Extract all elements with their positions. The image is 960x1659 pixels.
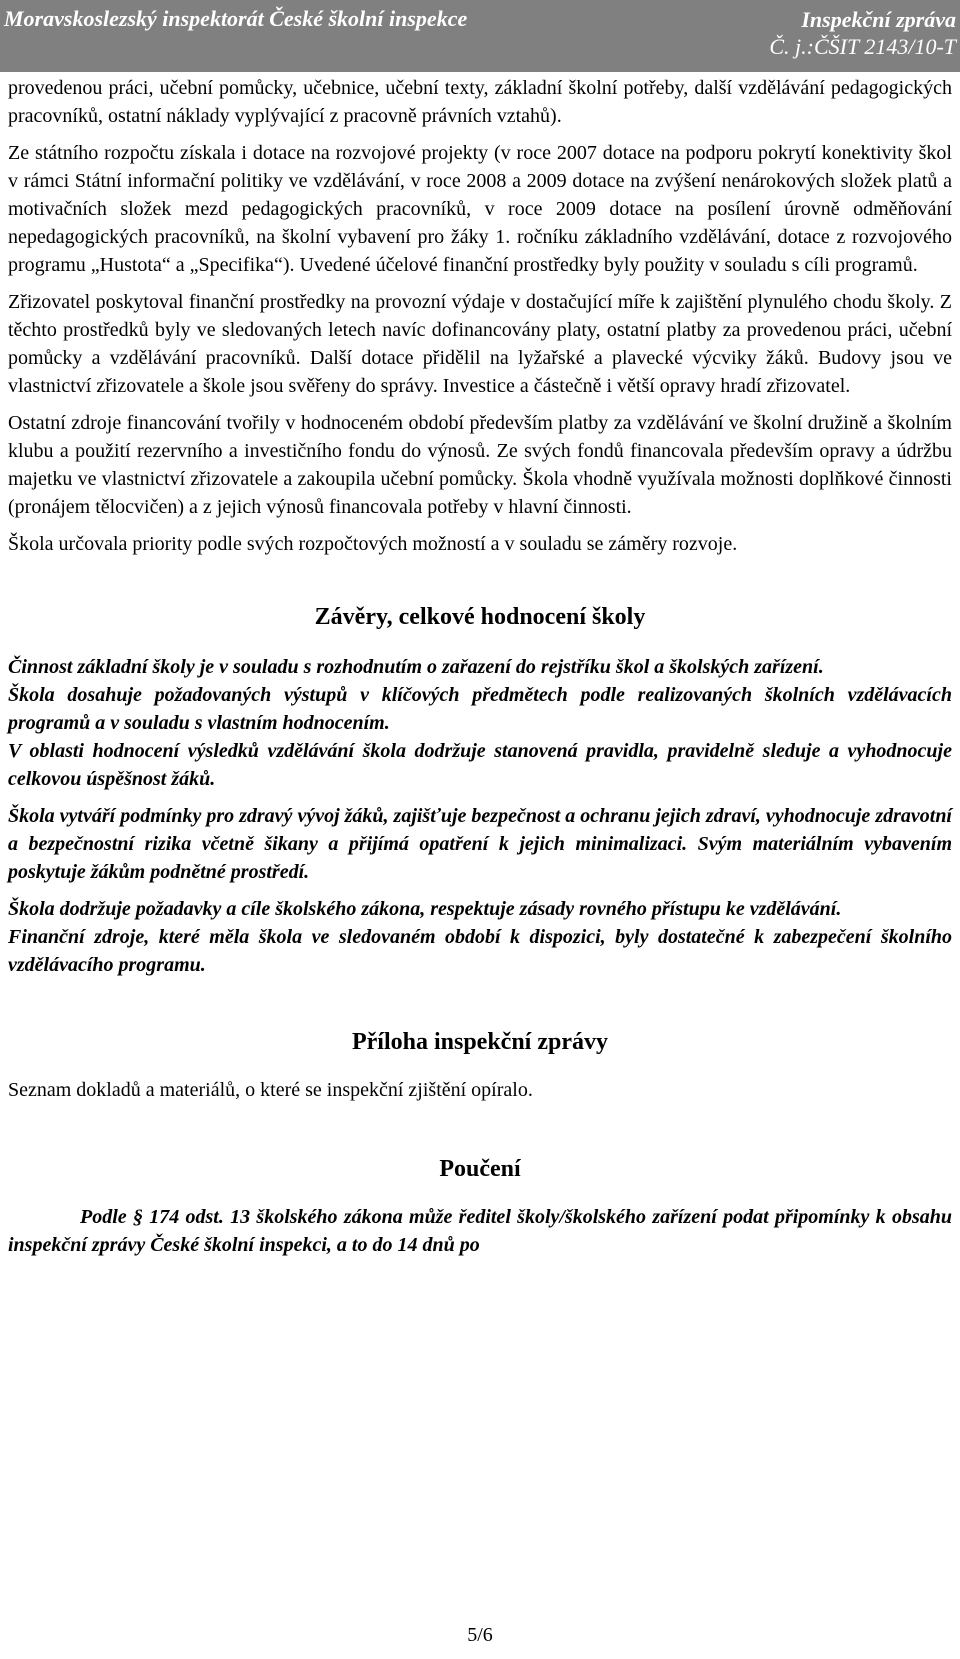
document-body (8, 74, 952, 1259)
conclusion-item: V oblasti hodnocení výsledků vzdělávání škola dodržuje stanovená pravidla, pravidelně sleduje a vyhodnocuje celkovou úspěšnost žáků. (8, 740, 952, 790)
body-paragraph: Zřizovatel poskytoval finanční prostředky na provozní výdaje v dostačující míře k zajištění plynulého chodu školy. Z těchto prostředků byly ve sledovaných letech navíc dofinancovány platy, ostatní platby za provedenou práci, učební pomůcky a vzdělávání pracovníků. Další dotace přidělil na lyžařské a plavecké výcviky žáků. Budovy jsou ve vlastnictví zřizovatele a škole jsou svěřeny do správy. Investice a částečně i větší opravy hradí zřizovatel. (8, 291, 952, 397)
appendix-heading: Příloha inspekční zprávy (351, 1029, 609, 1055)
conclusion-item: Činnost základní školy je v souladu s rozhodnutím o zařazení do rejstříku škol a školských zařízení. (8, 656, 824, 678)
body-paragraph: Ostatní zdroje financování tvořily v hodnoceném období především platby za vzdělávání ve školní družině a školním klubu a použití rezervního a investičního fondu do výnosů. Ze svých fondů financovala především opravy a údržbu majetku ve vlastnictví zřizovatele a zakoupila učební pomůcky. Škola vhodně využívala možnosti doplňkové činnosti (pronájem tělocvičen) a z jejich výnosů financovala potřeby v hlavní činnosti. (8, 412, 952, 518)
header-reference-number: Č. j.:ČŠIT 2143/10-T (769, 34, 956, 59)
body-paragraph: Škola určovala priority podle svých rozpočtových možností a v souladu se záměry rozvoje. (8, 533, 738, 555)
instruction-text: Podle § 174 odst. 13 školského zákona může ředitel školy/školského zařízení podat připomínky k obsahu inspekční zprávy České školní inspekci, a to do 14 dnů po (8, 1206, 952, 1256)
conclusions-heading: Závěry, celkové hodnocení školy (314, 604, 646, 630)
instruction-heading: Poučení (439, 1156, 521, 1182)
header-document-info (769, 6, 956, 60)
header-document-type: Inspekční zpráva (801, 7, 956, 32)
conclusion-item: Škola vytváří podmínky pro zdravý vývoj žáků, zajišťuje bezpečnost a ochranu jejich zdraví, vyhodnocuje zdravotní a bezpečnostní rizika včetně šikany a přijímá opatření k jejich minimalizaci. Svým materiálním vybavením poskytuje žákům podnětné prostředí. (8, 805, 952, 883)
conclusion-item: Finanční zdroje, které měla škola ve sledovaném období k dispozici, byly dostatečné k zabezpečení školního vzdělávacího programu. (8, 926, 952, 976)
body-paragraph: provedenou práci, učební pomůcky, učebnice, učební texty, základní školní potřeby, další vzdělávání pedagogických pracovníků, ostatní náklady vyplývající z pracovně právních vztahů). (8, 77, 952, 127)
page-number: 5/6 (467, 1624, 493, 1646)
body-paragraph: Ze státního rozpočtu získala i dotace na rozvojové projekty (v roce 2007 dotace na podporu pokrytí konektivity škol v rámci Státní informační politiky ve vzdělávání, v roce 2008 a 2009 dotace na zvýšení nenárokových složek platů a motivačních složek mezd pedagogických pracovníků, v roce 2009 dotace na posílení úrovně odměňování nepedagogických pracovníků, na školní vybavení pro žáky 1. ročníku základního vzdělávání, dotace z rozvojového programu „Hustota“ a „Specifika“). Uvedené účelové finanční prostředky byly použity v souladu s cíli programů. (8, 142, 952, 276)
document-header (0, 0, 960, 72)
conclusion-item: Škola dodržuje požadavky a cíle školského zákona, respektuje zásady rovného přístupu ke vzdělávání. (8, 898, 842, 920)
header-organization: Moravskoslezský inspektorát České školní inspekce (4, 6, 468, 31)
appendix-text: Seznam dokladů a materiálů, o které se inspekční zjištění opíralo. (8, 1079, 533, 1101)
conclusion-item: Škola dosahuje požadovaných výstupů v klíčových předmětech podle realizovaných školních vzdělávacích programů a v souladu s vlastním hodnocením. (8, 684, 952, 734)
